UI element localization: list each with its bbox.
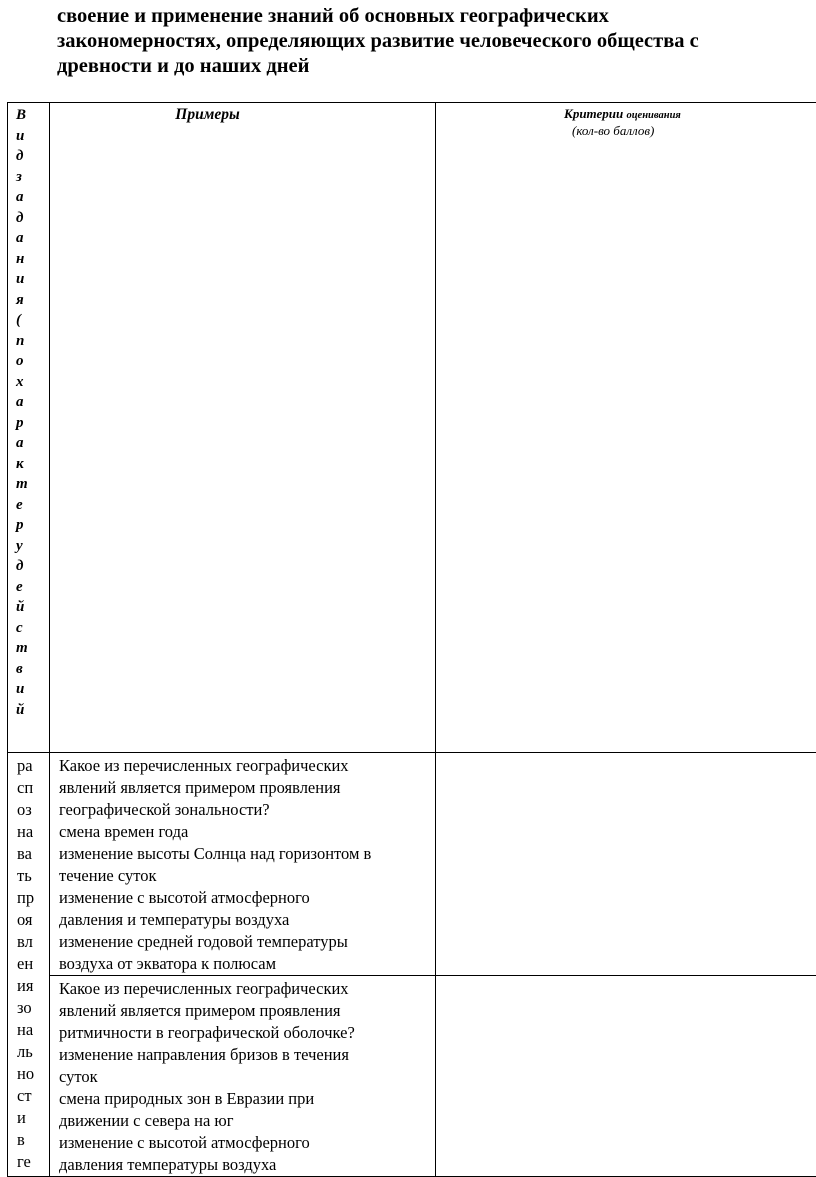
header-letter: с [16,618,49,639]
header-letter: й [16,700,49,721]
examples-header-label: Примеры [175,106,239,123]
heading-line: древности и до наших дней [57,54,797,79]
task-type-syllable: ра [17,755,49,777]
task-type-syllable: на [17,821,49,843]
header-letter: у [16,536,49,557]
criteria-header-word: Критерии [564,106,623,121]
question-cell-1 [50,753,436,976]
question-line: явлений является примером проявления [59,777,435,799]
table-row [8,976,816,1177]
criteria-cell-2 [436,976,816,1177]
header-letter: а [16,433,49,454]
task-type-syllable: оз [17,799,49,821]
section-heading [57,4,797,79]
table-row [8,753,816,976]
header-letter: в [16,659,49,680]
question-line: давления и температуры воздуха [59,909,435,931]
criteria-header [436,103,816,753]
header-letter: д [16,208,49,229]
heading-line: закономерностях, определяющих развитие человеческого общества с [57,29,797,54]
question-line: смена времен года [59,821,435,843]
task-type-syllable: ст [17,1085,49,1107]
question-line: Какое из перечисленных географических [59,978,435,1000]
question-line: движении с севера на юг [59,1110,435,1132]
question-line: Какое из перечисленных географических [59,755,435,777]
task-type-syllable: ге [17,1151,49,1173]
header-letter: т [16,638,49,659]
header-letter: п [16,331,49,352]
task-type-syllable: оя [17,909,49,931]
assessment-table [7,102,816,1177]
criteria-cell-1 [436,753,816,976]
header-letter: е [16,495,49,516]
task-type-syllable: сп [17,777,49,799]
header-letter: д [16,146,49,167]
header-letter: р [16,515,49,536]
question-line: смена природных зон в Евразии при [59,1088,435,1110]
question-cell-2 [50,976,436,1177]
header-letter: а [16,228,49,249]
header-letter: а [16,392,49,413]
task-type-syllable: зо [17,997,49,1019]
task-type-syllable: и [17,1107,49,1129]
question-line: изменение высоты Солнца над горизонтом в [59,843,435,865]
header-letter: а [16,187,49,208]
question-line: изменение средней годовой температуры [59,931,435,953]
header-letter: и [16,269,49,290]
examples-header [50,103,436,753]
header-letter: х [16,372,49,393]
question-line: изменение направления бризов в течения [59,1044,435,1066]
task-type-syllable: пр [17,887,49,909]
header-letter: е [16,577,49,598]
criteria-header-line1 [436,106,816,123]
header-letter: з [16,167,49,188]
question-line: течение суток [59,865,435,887]
header-letter: я [16,290,49,311]
task-type-syllable: вл [17,931,49,953]
task-type-header [8,103,50,753]
criteria-header-word-small: оценивания [626,110,680,121]
header-letter: и [16,679,49,700]
task-type-syllable: ен [17,953,49,975]
header-letter: й [16,597,49,618]
question-line: суток [59,1066,435,1088]
header-letter: о [16,351,49,372]
question-line: давления температуры воздуха [59,1154,435,1176]
heading-line: своение и применение знаний об основных географических [57,4,797,29]
task-type-syllable: но [17,1063,49,1085]
question-line: изменение с высотой атмосферного [59,887,435,909]
task-type-cell [8,753,50,1177]
header-letter: и [16,126,49,147]
question-line: изменение с высотой атмосферного [59,1132,435,1154]
table-header-row [8,103,816,753]
header-letter: т [16,474,49,495]
task-type-syllable: ва [17,843,49,865]
header-letter: н [16,249,49,270]
header-letter: р [16,413,49,434]
question-line: географической зональности? [59,799,435,821]
task-type-syllable: ть [17,865,49,887]
header-letter: к [16,454,49,475]
task-type-syllable: на [17,1019,49,1041]
task-type-syllable: в [17,1129,49,1151]
question-line: ритмичности в географической оболочке? [59,1022,435,1044]
header-letter: д [16,556,49,577]
task-type-syllable: ия [17,975,49,997]
header-letter: В [16,105,49,126]
question-line: воздуха от экватора к полюсам [59,953,435,975]
criteria-header-line2: (кол-во баллов) [436,123,816,138]
task-type-syllable: ль [17,1041,49,1063]
header-letter: ( [16,310,49,331]
question-line: явлений является примером проявления [59,1000,435,1022]
